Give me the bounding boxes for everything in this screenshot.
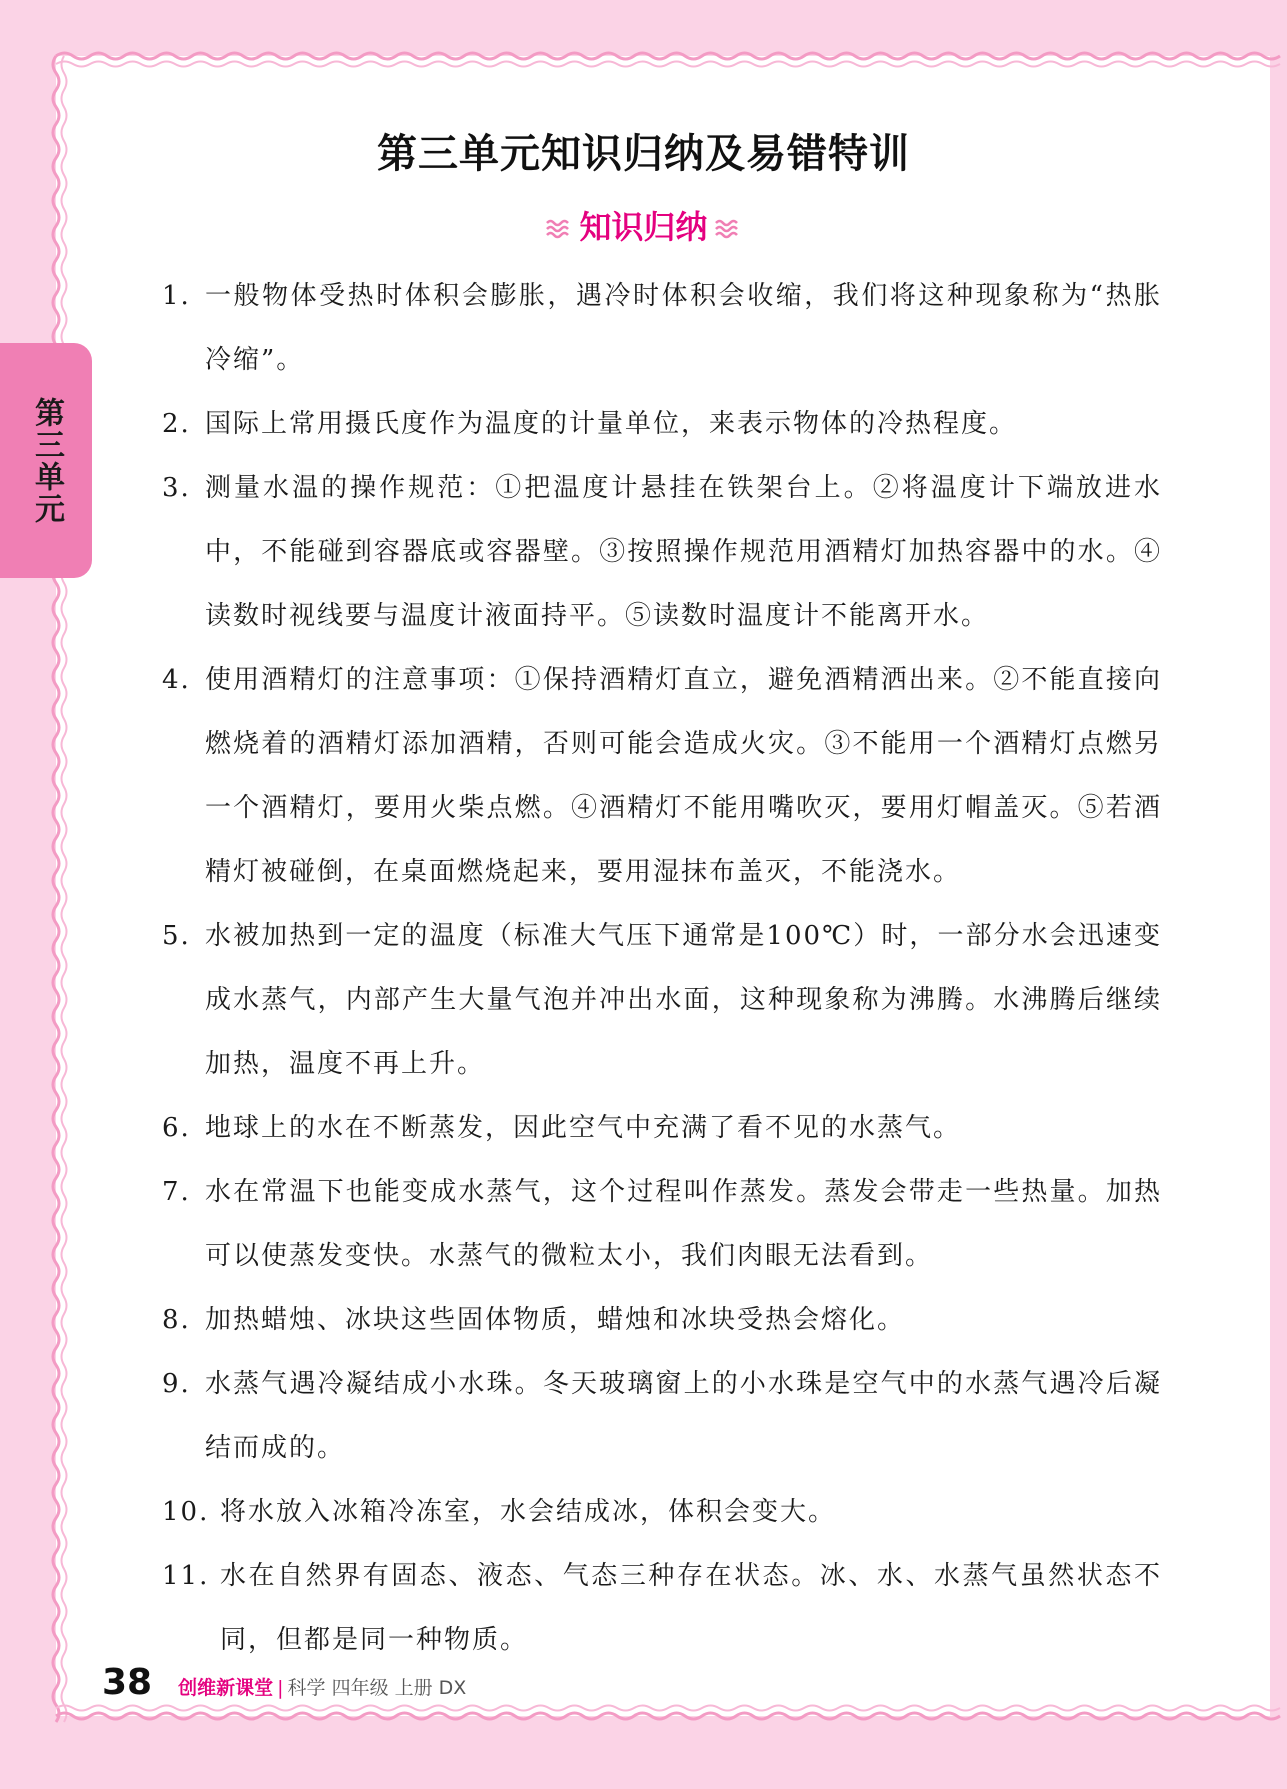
item-text: 加热蜡烛、冰块这些固体物质，蜡烛和冰块受热会熔化。 [205, 1305, 906, 1335]
item-number: 10. [162, 1497, 210, 1527]
item-text: 水被加热到一定的温度（标准大气压下通常是100℃）时，一部分水会迅速变成水蒸气，内部产生大量气泡并冲出水面，这种现象称为沸腾。水沸腾后继续加热，温度不再上升。 [205, 921, 1162, 1079]
item-number: 11. [162, 1561, 210, 1591]
item-text: 将水放入冰箱冷冻室，水会结成冰，体积会变大。 [220, 1497, 837, 1527]
item-number: 3. [162, 473, 191, 503]
list-item [162, 264, 1162, 392]
list-item [162, 1352, 1162, 1480]
unit-side-tab-label: 第三单元 [29, 396, 64, 525]
item-number: 1. [162, 281, 191, 311]
item-number: 2. [162, 409, 191, 439]
list-item [162, 1288, 1162, 1352]
item-number: 9. [162, 1369, 191, 1399]
list-item [162, 1480, 1162, 1544]
section-header [0, 202, 1287, 248]
item-number: 7. [162, 1177, 191, 1207]
book-brand: 创维新课堂 [178, 1677, 274, 1699]
list-item [162, 1160, 1162, 1288]
item-number: 8. [162, 1305, 191, 1335]
wave-icon [545, 218, 573, 240]
item-text: 水在自然界有固态、液态、气态三种存在状态。冰、水、水蒸气虽然状态不同，但都是同一种物质。 [220, 1561, 1162, 1655]
item-number: 5. [162, 921, 191, 951]
item-text: 水在常温下也能变成水蒸气，这个过程叫作蒸发。蒸发会带走一些热量。加热可以使蒸发变快。水蒸气的微粒太小，我们肉眼无法看到。 [205, 1177, 1162, 1271]
wave-icon [714, 218, 742, 240]
footer-separator: | [277, 1677, 284, 1699]
page-number: 38 [102, 1662, 153, 1703]
item-text: 一般物体受热时体积会膨胀，遇冷时体积会收缩，我们将这种现象称为“热胀冷缩”。 [205, 281, 1162, 375]
unit-side-tab [0, 343, 92, 578]
book-info: 科学 四年级 上册 DX [287, 1677, 467, 1699]
item-text: 使用酒精灯的注意事项：①保持酒精灯直立，避免酒精洒出来。②不能直接向燃烧着的酒精灯添加酒精，否则可能会造成火灾。③不能用一个酒精灯点燃另一个酒精灯，要用火柴点燃。④酒精灯不能用嘴吹灭，要用灯帽盖灭。⑤若酒精灯被碰倒，在桌面燃烧起来，要用湿抹布盖灭，不能浇水。 [205, 665, 1162, 887]
item-text: 水蒸气遇冷凝结成小水珠。冬天玻璃窗上的小水珠是空气中的水蒸气遇冷后凝结而成的。 [205, 1369, 1162, 1463]
page-footer [102, 1662, 466, 1703]
item-text: 地球上的水在不断蒸发，因此空气中充满了看不见的水蒸气。 [205, 1113, 962, 1143]
item-text: 国际上常用摄氏度作为温度的计量单位，来表示物体的冷热程度。 [205, 409, 1018, 439]
item-number: 6. [162, 1113, 191, 1143]
item-number: 4. [162, 665, 191, 695]
list-item [162, 392, 1162, 456]
list-item [162, 648, 1162, 904]
list-item [162, 456, 1162, 648]
section-title: 知识归纳 [579, 208, 708, 246]
list-item [162, 904, 1162, 1096]
list-item [162, 1096, 1162, 1160]
page-title: 第三单元知识归纳及易错特训 [377, 131, 910, 177]
list-item [162, 1544, 1162, 1672]
knowledge-list [162, 264, 1162, 1672]
item-text: 测量水温的操作规范：①把温度计悬挂在铁架台上。②将温度计下端放进水中，不能碰到容器底或容器壁。③按照操作规范用酒精灯加热容器中的水。④读数时视线要与温度计液面持平。⑤读数时温度计不能离开水。 [205, 473, 1162, 631]
